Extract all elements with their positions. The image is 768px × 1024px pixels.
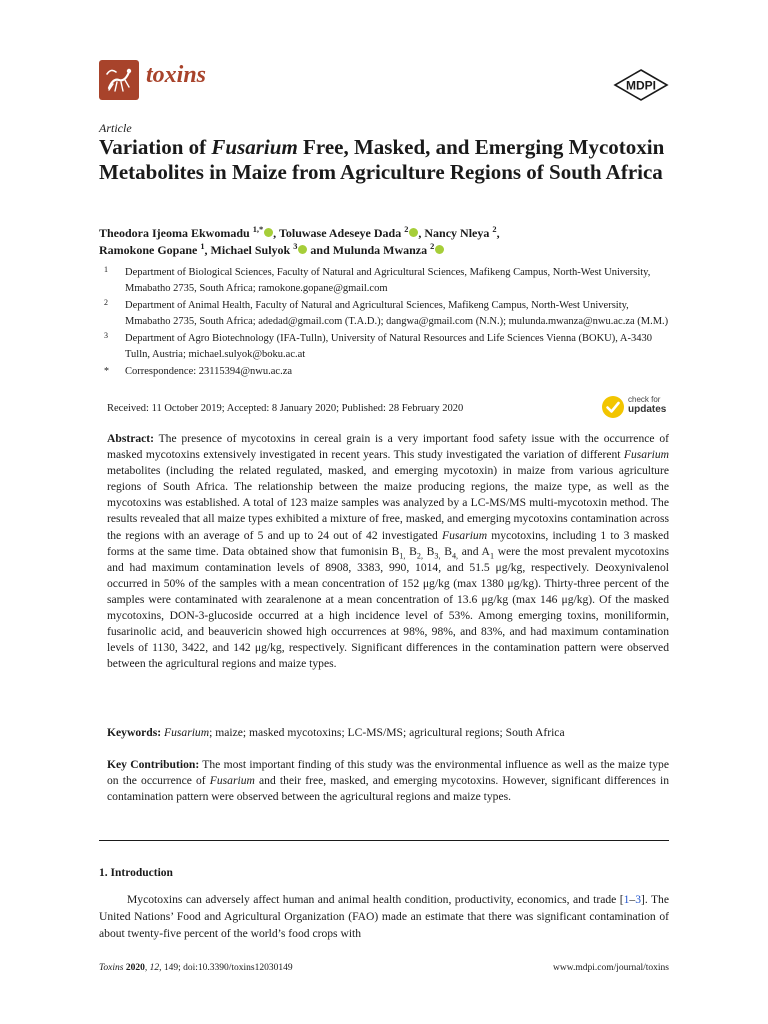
author-sep: ,	[418, 226, 425, 240]
mdpi-logo-icon[interactable]	[613, 68, 669, 102]
abstract-label: Abstract:	[107, 432, 155, 445]
affiliation-text: Department of Animal Health, Faculty of Natural and Agricultural Sciences, Mafikeng Campus, North-West University, Mmabatho 2735, South Africa; adedad@gmail.com (T.A.D.); dangwa@gmail.com (N.N.); mulunda.mwanza@nwu.ac.za (M.M.)	[125, 300, 669, 327]
author-1-sup: 1,*	[252, 225, 264, 234]
author-2-sup: 2	[404, 225, 409, 234]
author-5: Michael Sulyok	[210, 243, 291, 257]
abstract-subscript: 2,	[416, 550, 423, 560]
author-sep: and	[307, 243, 333, 257]
abstract-text: and A	[458, 544, 490, 558]
citation-link[interactable]: 1	[623, 893, 630, 906]
abstract-italic: Fusarium	[623, 448, 669, 462]
check-for-updates-button[interactable]	[601, 395, 671, 419]
affiliation-marker: 3	[104, 331, 108, 340]
section-heading-introduction: 1. Introduction	[99, 867, 173, 879]
journal-name[interactable]: toxins	[146, 62, 207, 88]
citation-link[interactable]: 3	[635, 893, 641, 906]
key-contribution	[107, 757, 669, 805]
article-title	[99, 135, 679, 185]
publisher-name: MDPI	[626, 78, 656, 93]
abstract-text: mycotoxins, including 1 to 3 masked forms at the same time. Data obtained show that fumonisin B	[107, 528, 669, 558]
affiliation-1	[99, 265, 669, 296]
author-2: Toluwase Adeseye Dada	[278, 226, 402, 240]
footer-citation: Toxins 2020, 12, 149; doi:10.3390/toxins12030149	[99, 963, 293, 973]
keywords-italic: Fusarium	[164, 726, 210, 739]
title-part1: Variation of	[99, 135, 212, 159]
footer-doi: , 149; doi:10.3390/toxins12030149	[159, 963, 293, 973]
key-contribution-label: Key Contribution:	[107, 758, 200, 771]
citation-dash: –	[629, 893, 636, 906]
affiliation-2	[99, 298, 669, 329]
introduction-paragraph	[99, 891, 669, 942]
check-for-label: check for	[628, 395, 661, 404]
affiliation-marker: 1	[104, 265, 108, 274]
check-for-updates-icon	[601, 395, 625, 419]
keywords	[107, 725, 669, 741]
abstract-text: metabolites (including the related regulated, masked, and emerging mycotoxin) in maize from various agriculture regions of South Africa. The relationship between the maize producing regions, the maize type, as well as the mycotoxins was established. A total of 123 maize samples was analyzed by a LC-MS/MS multi-mycotoxin method. The results revealed that all maize types exhibited a mixture of free, masked, and emerging mycotoxins contamination across the regions with an average of 5 and up to 24 out of 42 investigated	[107, 464, 669, 542]
author-3-sup: 2	[492, 225, 497, 234]
orcid-icon[interactable]	[435, 245, 444, 254]
footer-volume: 12	[149, 963, 160, 973]
intro-text: Mycotoxins can adversely affect human and animal health condition, productivity, economics, and trade [	[127, 893, 624, 906]
toxins-logo-icon	[99, 60, 139, 100]
abstract-text: The presence of mycotoxins in cereal grain is a very important food safety issue with the occurrence of masked mycotoxins extensively investigated in recent years. This study investigated the variation of different	[107, 432, 669, 462]
correspondence	[99, 364, 669, 380]
key-contribution-italic: Fusarium	[209, 774, 255, 788]
author-6-sup: 2	[430, 242, 435, 251]
abstract-subscript: 1,	[399, 550, 406, 560]
affiliation-text: Department of Agro Biotechnology (IFA-Tulln), University of Natural Resources and Life Sciences Vienna (BOKU), A-3430 Tulln, Austria; michael.sulyok@boku.ac.at	[125, 333, 652, 360]
abstract-text: B	[405, 544, 417, 558]
author-sep: ,	[204, 243, 211, 257]
affiliation-text: Department of Biological Sciences, Faculty of Natural and Agricultural Sciences, Mafikeng Campus, North-West University, Mmabatho 2735, South Africa; ramokone.gopane@gmail.com	[125, 267, 651, 294]
orcid-icon[interactable]	[264, 228, 273, 237]
footer-journal: Toxins	[99, 963, 124, 973]
key-contribution-text: The most important finding of this study was the environmental influence as well as the maize type on the occurrence of	[107, 758, 669, 788]
abstract-text: B	[422, 544, 435, 558]
abstract-text: were the most prevalent mycotoxins and had maximum contamination levels of 8908, 3383, 990, 1014, and 51.5 μg/kg, respectively. Deoxynivalenol occurred in 50% of the samples with a mean concentration of 152 μg/kg (max 1380 μg/kg). Thirty-three percent of the samples were contaminated with zearalenone at a mean concentration of 13.6 μg/kg (max 146 μg/kg). Of the masked mycotoxins, DON-3-glucoside occurred at a high incidence level of 53%. Among emerging toxins, moniliformin, fusarinolic acid, and beauvericin showed high occurrences at 98%, 98%, and 83%, and had maximum contamination levels of 1130, 3422, and 142 μg/kg, respectively. Significant differences in the contamination pattern were observed between the agricultural regions and maize types.	[107, 544, 669, 671]
author-6: Mulunda Mwanza	[332, 243, 428, 257]
updates-label: updates	[628, 404, 667, 415]
affiliation-marker: *	[104, 366, 109, 377]
abstract	[107, 431, 669, 672]
keywords-label: Keywords:	[107, 726, 162, 739]
title-part2: Free, Masked, and Emerging Mycotoxin Metabolites in Maize from Agriculture Regions of South Africa	[99, 135, 665, 184]
author-3: Nancy Nleya	[424, 226, 490, 240]
title-italic: Fusarium	[211, 135, 298, 159]
author-4: Ramokone Gopane	[99, 243, 198, 257]
article-type: Article	[99, 121, 132, 135]
intro-text: ]. The United Nations’ Food and Agricultural Organization (FAO) made an estimate that there was significant contamination of about twenty-five percent of the world’s food crops with	[99, 893, 669, 940]
affiliation-marker: 2	[104, 298, 108, 307]
author-4-sup: 1	[200, 242, 205, 251]
keywords-text: ; maize; masked mycotoxins; LC-MS/MS; agricultural regions; South Africa	[209, 726, 565, 739]
correspondence-text: Correspondence: 23115394@nwu.ac.za	[125, 366, 293, 377]
abstract-italic: Fusarium	[442, 528, 488, 542]
publication-dates: Received: 11 October 2019; Accepted: 8 January 2020; Published: 28 February 2020	[107, 403, 464, 414]
affiliations	[99, 265, 669, 382]
author-sep: ,	[273, 226, 279, 240]
footer-url-link[interactable]: www.mdpi.com/journal/toxins	[552, 963, 669, 973]
author-list	[99, 225, 669, 259]
author-1: Theodora Ijeoma Ekwomadu	[99, 226, 250, 240]
footer-year: 2020	[125, 963, 145, 973]
abstract-subscript: 1	[489, 550, 494, 560]
abstract-subscript: 3,	[434, 550, 441, 560]
abstract-text: B	[440, 544, 452, 558]
affiliation-3	[99, 331, 669, 362]
author-sep: ,	[496, 226, 500, 240]
key-contribution-text: and their free, masked, and emerging mycotoxins. However, significant differences in contamination pattern were observed between the agricultural regions and maize types.	[107, 774, 669, 804]
abstract-subscript: 4,	[451, 550, 459, 560]
author-5-sup: 3	[293, 242, 298, 251]
section-divider	[99, 840, 669, 841]
